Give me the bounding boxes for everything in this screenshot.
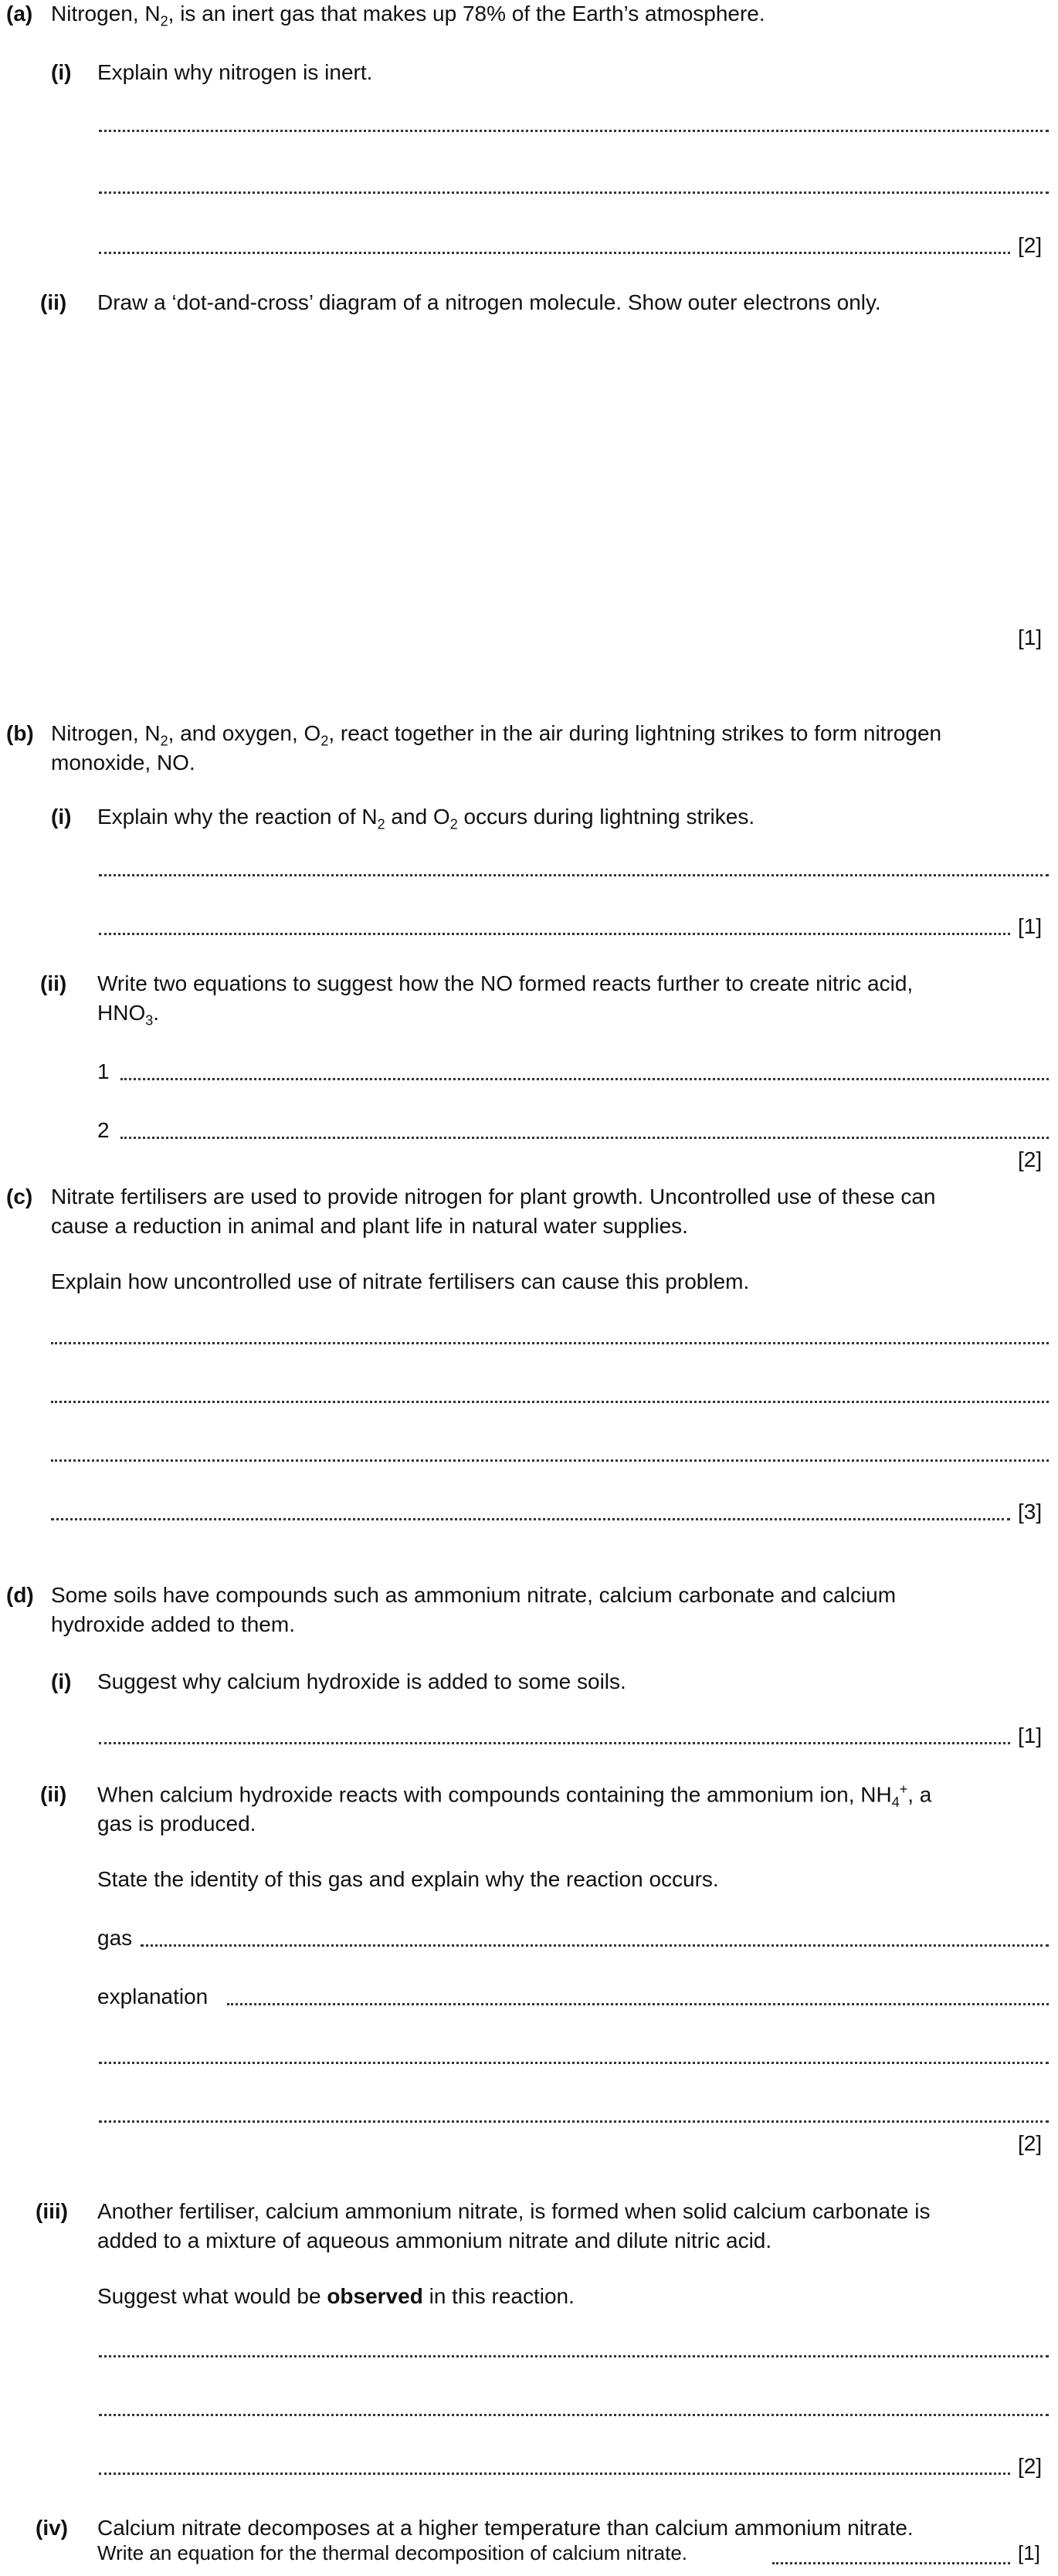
mark-allocation: [2] bbox=[1018, 2131, 1043, 2155]
d-i-label: (i) bbox=[51, 1669, 72, 1693]
d-ii-question-line2: gas is produced. bbox=[97, 1812, 256, 1835]
answer-line[interactable] bbox=[51, 1459, 1049, 1462]
answer-line[interactable] bbox=[99, 933, 1010, 935]
answer-line[interactable] bbox=[99, 2120, 1049, 2123]
a-i-question: Explain why nitrogen is inert. bbox=[97, 60, 373, 84]
b-ii-question-line2: $HNO_3$. bbox=[97, 1001, 160, 1029]
answer-line[interactable] bbox=[141, 1944, 1049, 1947]
d-iv-statement: Calcium nitrate decomposes at a higher temperature than calcium ammonium nitrate. bbox=[97, 2516, 914, 2540]
a-ii-label: (ii) bbox=[40, 290, 67, 314]
answer-line[interactable] bbox=[772, 2562, 1010, 2564]
part-b-stem-line2: monoxide, NO. bbox=[51, 751, 195, 774]
answer-line[interactable] bbox=[99, 2414, 1049, 2416]
answer-line[interactable] bbox=[227, 2003, 1049, 2005]
part-b-stem-line1: Nitrogen, $N_2$, and oxygen, $O_2$, react together in the air during lightning strikes to form nitrogen bbox=[51, 721, 942, 749]
part-c-stem-line2: cause a reduction in animal and plant life in natural water supplies. bbox=[51, 1214, 688, 1238]
d-iv-label: (iv) bbox=[36, 2516, 68, 2540]
part-a-stem: Nitrogen, $N_2$, is an inert gas that makes up 78% of the Earth’s atmosphere. bbox=[51, 2, 765, 29]
answer-line[interactable] bbox=[120, 1078, 1049, 1080]
part-d-label: (d) bbox=[6, 1583, 34, 1607]
mark-allocation: [3] bbox=[1018, 1500, 1043, 1524]
drawing-space[interactable] bbox=[99, 332, 1049, 610]
answer-line[interactable] bbox=[99, 130, 1049, 132]
part-d-stem-line1: Some soils have compounds such as ammonium nitrate, calcium carbonate and calcium bbox=[51, 1583, 897, 1607]
d-ii-label: (ii) bbox=[40, 1782, 67, 1806]
d-i-question: Suggest why calcium hydroxide is added to some soils. bbox=[97, 1669, 626, 1693]
explanation-label: explanation bbox=[97, 1985, 209, 2008]
mark-allocation: [1] bbox=[1018, 625, 1043, 649]
d-ii-question: State the identity of this gas and explain why the reaction occurs. bbox=[97, 1867, 719, 1891]
part-a-label: (a) bbox=[6, 2, 33, 25]
answer-line[interactable] bbox=[99, 2355, 1049, 2357]
d-iv-question: Write an equation for the thermal decomposition of calcium nitrate. bbox=[97, 2541, 688, 2564]
equation-1-number: 1 bbox=[97, 1059, 110, 1083]
answer-line[interactable] bbox=[51, 1518, 1010, 1520]
equation-2-number: 2 bbox=[97, 1118, 110, 1142]
mark-allocation: [1] bbox=[1018, 1724, 1043, 1747]
answer-line[interactable] bbox=[51, 1401, 1049, 1403]
b-i-label: (i) bbox=[51, 805, 72, 829]
mark-allocation: [1] bbox=[1018, 914, 1043, 938]
d-iii-question: Suggest what would be observed in this reaction. bbox=[97, 2284, 575, 2308]
mark-allocation: [1] bbox=[1018, 2541, 1040, 2564]
a-i-label: (i) bbox=[51, 60, 72, 84]
answer-line[interactable] bbox=[99, 874, 1049, 876]
part-c-stem-line1: Nitrate fertilisers are used to provide nitrogen for plant growth. Uncontrolled use of these can bbox=[51, 1185, 936, 1208]
answer-line[interactable] bbox=[99, 2473, 1010, 2475]
answer-line[interactable] bbox=[51, 1342, 1049, 1344]
d-iii-question-line1: Another fertiliser, calcium ammonium nitrate, is formed when solid calcium carbonate is bbox=[97, 2199, 931, 2223]
mark-allocation: [2] bbox=[1018, 1147, 1043, 1171]
part-c-label: (c) bbox=[6, 1185, 33, 1208]
answer-line[interactable] bbox=[99, 1742, 1010, 1744]
a-ii-question: Draw a ‘dot-and-cross’ diagram of a nitrogen molecule. Show outer electrons only. bbox=[97, 290, 881, 314]
b-ii-question-line1: Write two equations to suggest how the NO formed reacts further to create nitric acid, bbox=[97, 971, 914, 995]
b-i-question: Explain why the reaction of $N_2$ and $O_2$ occurs during lightning strikes. bbox=[97, 805, 755, 832]
mark-allocation: [2] bbox=[1018, 233, 1043, 257]
part-b-label: (b) bbox=[6, 721, 34, 745]
answer-line[interactable] bbox=[120, 1137, 1049, 1139]
part-d-stem-line2: hydroxide added to them. bbox=[51, 1612, 295, 1636]
d-ii-question-line1: When calcium hydroxide reacts with compounds containing the ammonium ion, $NH_4^+$, a bbox=[97, 1781, 932, 1810]
b-ii-label: (ii) bbox=[40, 971, 67, 995]
answer-line[interactable] bbox=[99, 192, 1049, 194]
d-iii-label: (iii) bbox=[36, 2199, 68, 2223]
part-c-question: Explain how uncontrolled use of nitrate fertilisers can cause this problem. bbox=[51, 1269, 750, 1293]
d-iii-question-line2: added to a mixture of aqueous ammonium nitrate and dilute nitric acid. bbox=[97, 2229, 772, 2252]
mark-allocation: [2] bbox=[1018, 2454, 1043, 2478]
answer-line[interactable] bbox=[99, 2062, 1049, 2064]
answer-line[interactable] bbox=[99, 252, 1010, 254]
gas-label: gas bbox=[97, 1926, 133, 1950]
